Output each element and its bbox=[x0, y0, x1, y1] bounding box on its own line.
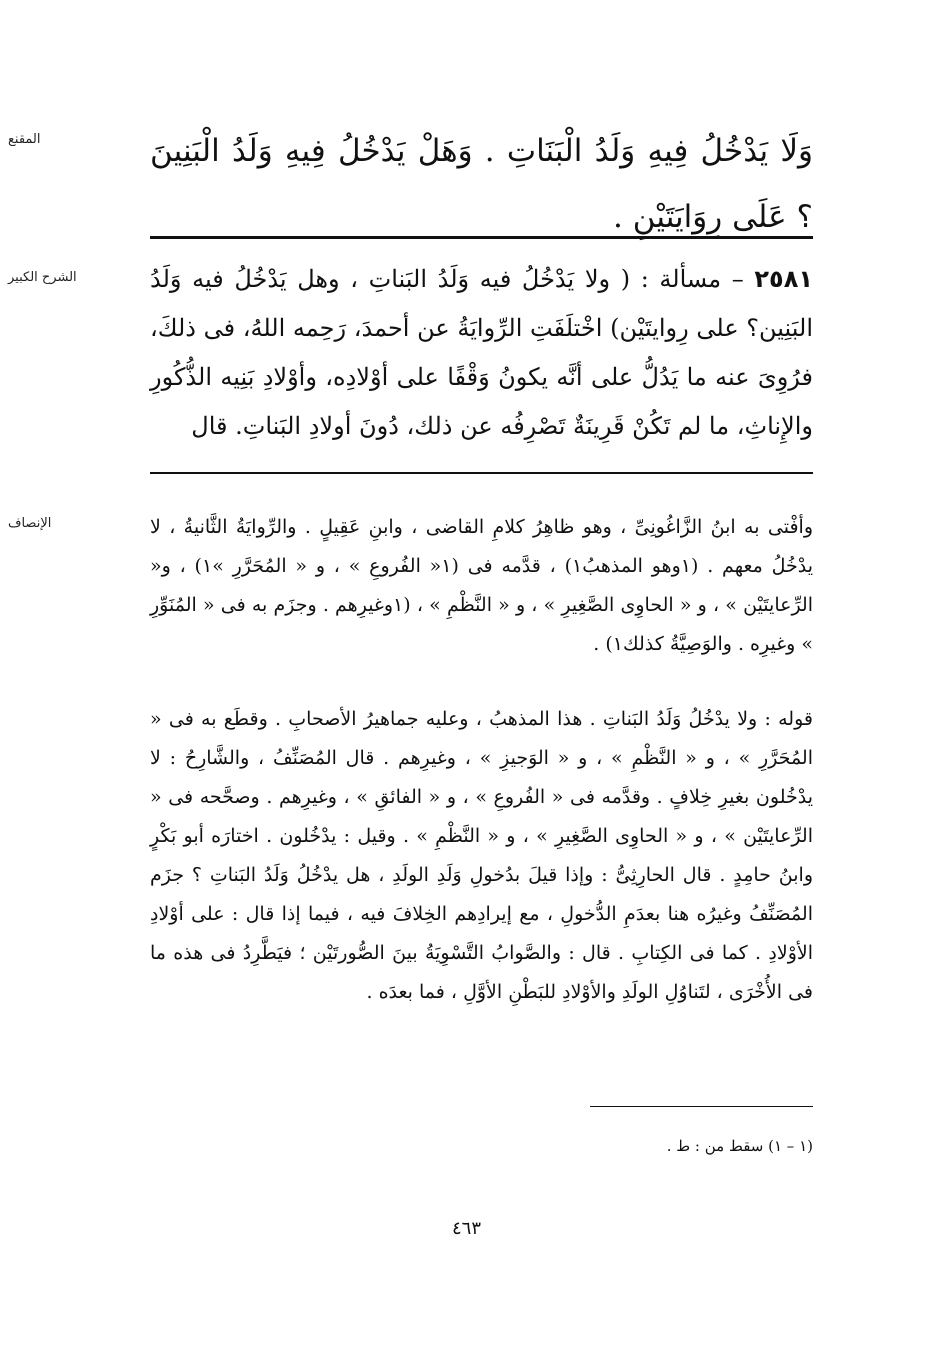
label-muqni: المقنع bbox=[8, 132, 41, 147]
footnote: (١ – ١) سقط من : ط . bbox=[666, 1137, 813, 1155]
page-number: ٤٦٣ bbox=[451, 1218, 481, 1239]
insaf-paragraph-1: وأفْتى به ابنُ الزَّاغُونِىِّ ، وهو ظاهِرُ كلامِ القاضى ، وابنِ عَقِيلٍ . والرِّوايَةُ الثَّانيةُ ، لا يدْخُلُ معهم . (١وهو المذهبُ١) ، قدَّمه فى (١« الفُروعِ » ، و « المُحَرَّرِ »١) ، و« الرِّعايتَيْن » ، و « الحاوِى الصَّغِيرِ » ، و « النَّظْمِ » ، (١وغيرِهم . وجزَم به فى « المُنَوِّرِ » وغيرِه . والوَصِيَّةُ كذلك١) . bbox=[150, 516, 813, 655]
divider-rule bbox=[150, 472, 813, 474]
issue-number: ٢٥٨١ bbox=[754, 265, 813, 293]
sharh-paragraph bbox=[150, 255, 813, 451]
label-insaf: الإنصاف bbox=[8, 516, 52, 531]
footnote-rule bbox=[590, 1106, 813, 1107]
sharh-text: – مسألة : ( ولا يَدْخُلُ فيه وَلَدُ البَناتِ ، وهل يَدْخُلُ فيه وَلَدُ البَنِين؟ على رِوايتَيْن) اخْتلَفَتِ الرِّوايَةُ عن أحمدَ، رَحِمه اللهُ، فى ذلكَ، فرُوِىَ عنه ما يَدُلُّ على أنَّه يكونُ وَقْفًا على أوْلادِه، وأوْلادِ بَنِيه الذُّكُورِ والإِناثِ، ما لم تَكُنْ قَرِينَةٌ تَصْرِفُه عن ذلك، دُونَ أولادِ البَناتِ. قال bbox=[150, 265, 813, 440]
divider-rule bbox=[150, 236, 813, 239]
muqni-text: وَلَا يَدْخُلُ فِيهِ وَلَدُ الْبَنَاتِ . وَهَلْ يَدْخُلُ فِيهِ وَلَدُ الْبَنِينَ ؟ عَلَى رِوَايَتَيْنِ . bbox=[150, 133, 813, 235]
insaf-paragraph-2: قوله : ولا يدْخُلُ وَلَدُ البَناتِ . هذا المذهبُ ، وعليه جماهيرُ الأصحابِ . وقطَع به فى « المُحَرَّرِ » ، و « النَّظْمِ » ، و « الوَجيزِ » ، وغيرِهم . قال المُصَنِّفُ ، والشَّارِحُ : لا يدْخُلون بغيرِ خِلافٍ . وقدَّمه فى « الفُروعِ » ، و « الفائقِ » ، وغيرِهم . وصحَّحه فى « الرِّعايتَيْن » ، و « الحاوِى الصَّغِيرِ » ، و « النَّظْمِ » . وقيل : يدْخُلون . اختارَه أبو بَكْرٍ وابنُ حامِدٍ . قال الحارِثِىُّ : وإذا قيلَ بدُخولِ وَلَدِ الولَدِ ، هل يدْخُلُ وَلَدُ البَناتِ ؟ جزَم المُصَنِّفُ وغيرُه هنا بعدَمِ الدُّخولِ ، مع إيرادِهم الخِلافَ فيه ، فيما إذا قال : على أوْلادِ الأوْلادِ . كما فى الكِتابِ . قال : والصَّوابُ التَّسْوِيَةُ بينَ الصُّورتَيْن ؛ فيَطَّرِدُ فى هذه ما فى الأُخْرَى ، لتَناوُلِ الولَدِ والأوْلادِ للبَطْنِ الأوَّلِ ، فما بعدَه . bbox=[150, 708, 813, 1003]
label-sharh: الشرح الكبير bbox=[8, 270, 77, 285]
